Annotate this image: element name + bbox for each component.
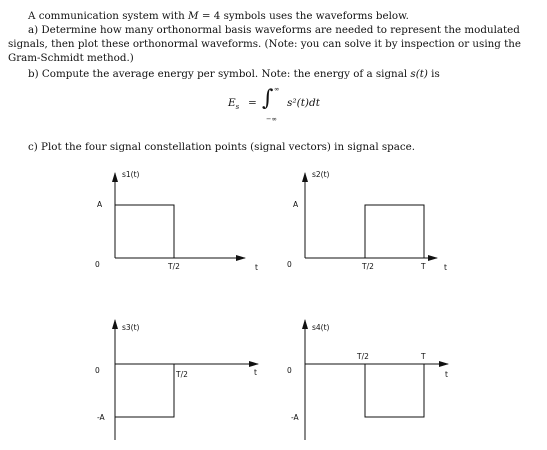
s1-t-label: t [255, 263, 258, 272]
s3-waveform [115, 364, 174, 417]
eq-lower-limit: −∞ [266, 115, 277, 123]
plot-s4 [305, 320, 448, 440]
s4-half-label: T/2 [357, 352, 369, 361]
plot-s1 [115, 173, 245, 258]
s4-end-label: T [421, 352, 426, 361]
m-symbol: M [188, 10, 199, 22]
part-a-line3: Gram-Schmidt method.) [8, 52, 134, 64]
s2-half-label: T/2 [362, 262, 374, 271]
s3-t-label: t [254, 368, 257, 377]
part-b-text: b) Compute the average energy per symbol. Note: the energy of a signal [28, 68, 408, 80]
s3-zero-label: 0 [95, 366, 100, 375]
s4-neg-label: -A [291, 413, 299, 422]
plot-s2 [305, 173, 437, 258]
part-a-line1: a) Determine how many orthonormal basis waveforms are needed to represent the modulated [28, 24, 520, 36]
eq-equals: = [248, 97, 257, 109]
s1-waveform [115, 205, 174, 258]
s1-title: s1(t) [122, 170, 140, 179]
s2-waveform [365, 205, 424, 258]
s2-zero-label: 0 [287, 260, 292, 269]
s4-zero-label: 0 [287, 366, 292, 375]
s3-neg-label: -A [97, 413, 105, 422]
part-b-end: is [431, 68, 440, 80]
intro-text: A communication system with [28, 10, 185, 22]
s2-t-label: t [444, 263, 447, 272]
s2-title: s2(t) [312, 170, 330, 179]
s1-half-label: T/2 [168, 262, 180, 271]
s4-waveform [365, 364, 424, 417]
part-a-line2: signals, then plot these orthonormal waveforms. (Note: you can solve it by inspection or using the [8, 38, 521, 50]
eq-lhs: E [228, 97, 236, 109]
eq-integrand: s²(t)dt [287, 97, 320, 109]
s3-half-label: T/2 [176, 370, 188, 379]
part-c-line: c) Plot the four signal constellation points (signal vectors) in signal space. [28, 141, 416, 153]
s1-amp-label: A [97, 200, 103, 209]
plot-s3 [115, 320, 258, 440]
intro-text-end: symbols uses the waveforms below. [223, 10, 409, 22]
eq-integral-sign: ∫ [262, 86, 274, 111]
s4-title: s4(t) [312, 323, 330, 332]
s3-title: s3(t) [122, 323, 140, 332]
eq-upper-limit: ∞ [274, 85, 280, 93]
signal-symbol: s(t) [410, 68, 428, 80]
s1-zero-label: 0 [95, 260, 100, 269]
s2-end-label: T [421, 262, 426, 271]
s2-amp-label: A [293, 200, 299, 209]
m-equals: = 4 [201, 10, 221, 22]
eq-lhs-sub: s [235, 103, 240, 112]
s4-t-label: t [445, 370, 448, 379]
